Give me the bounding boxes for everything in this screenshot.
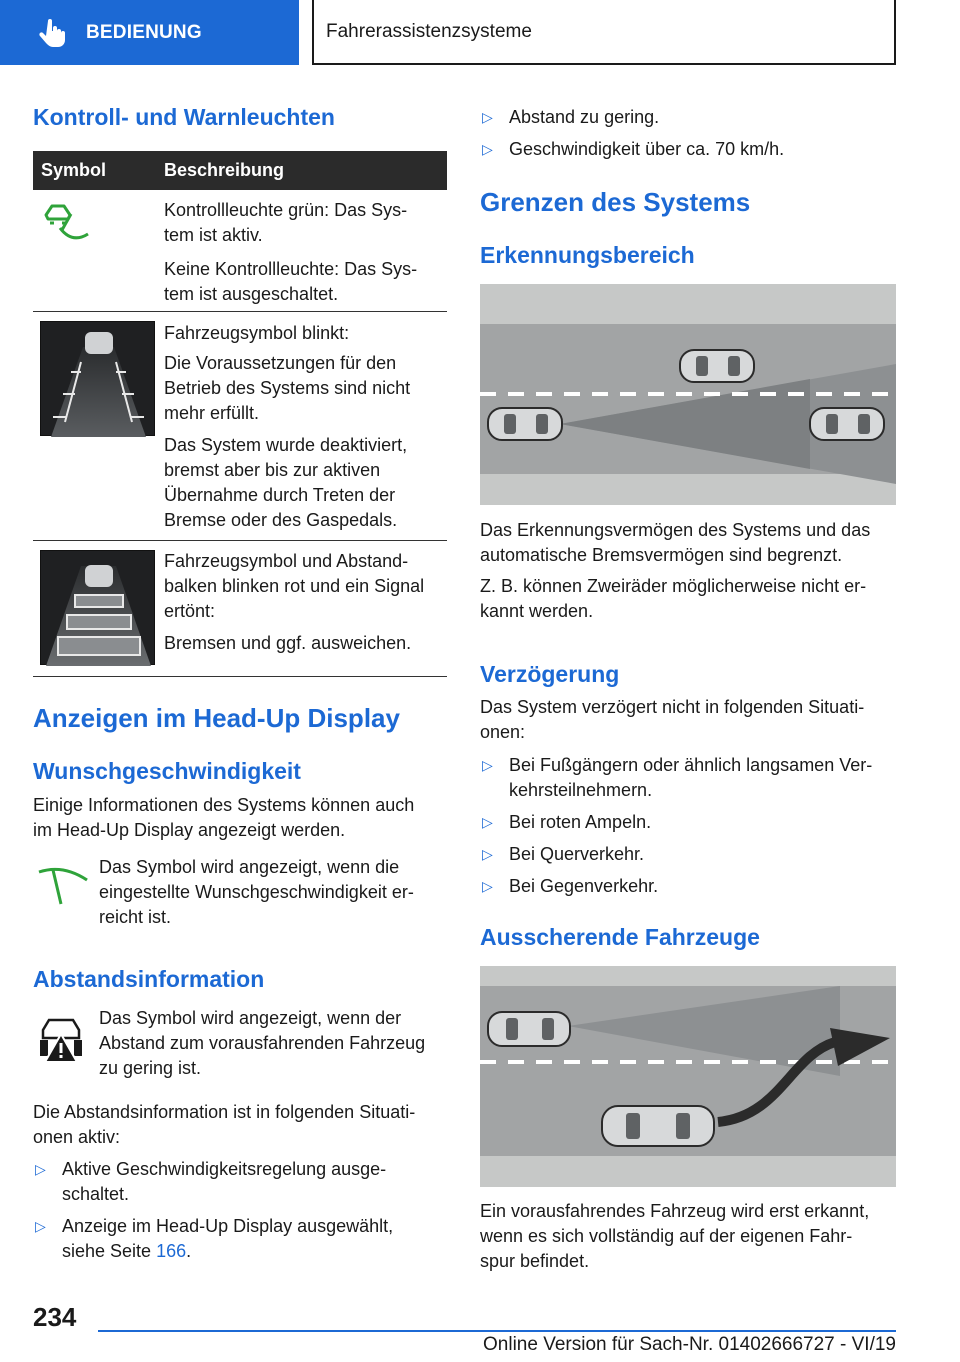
bullet-triangle-icon: ▷ xyxy=(482,846,493,862)
bullet-triangle-icon: ▷ xyxy=(482,109,493,125)
bullet-item: ▷ Bei Gegenverkehr. xyxy=(480,874,896,899)
bullet-item: ▷ Bei Querverkehr. xyxy=(480,842,896,867)
table-header xyxy=(33,151,447,190)
para-verzoegerung: Das System verzögert nicht in folgenden Situati- onen: xyxy=(480,697,865,742)
page-number: 234 xyxy=(33,1302,77,1332)
para-wunsch: Einige Informationen des Systems können auch im Head-Up Display angezeigt werden. xyxy=(33,795,415,840)
para-abstand-icon: Das Symbol wird angezeigt, wenn der Abstand zum vorausfahrenden Fahrzeug zu gering ist. xyxy=(99,1008,426,1078)
bullet-triangle-icon: ▷ xyxy=(482,141,493,157)
bullet-triangle-icon: ▷ xyxy=(482,878,493,894)
bullet-triangle-icon: ▷ xyxy=(35,1218,46,1234)
heading-abstand: Abstandsinformation xyxy=(33,966,265,992)
heading-hud: Anzeigen im Head-Up Display xyxy=(33,703,400,733)
section-title: Fahrerassistenzsysteme xyxy=(312,0,896,65)
table-col-symbol: Symbol xyxy=(41,160,107,180)
row1-line1: Kontrollleuchte grün: Das Sys- tem ist aktiv. xyxy=(164,200,408,245)
heading-kontroll: Kontroll- und Warnleuchten xyxy=(33,104,335,130)
table-col-desc: Beschreibung xyxy=(164,160,285,180)
green-indicator-icon xyxy=(42,200,94,248)
row1-line2: Keine Kontrollleuchte: Das Sys- tem ist ausgeschaltet. xyxy=(164,259,418,304)
para-abstand-aktiv: Die Abstandsinformation ist in folgenden Situati- onen aktiv: xyxy=(33,1102,416,1147)
bullet-triangle-icon: ▷ xyxy=(482,757,493,773)
header-chapter-tab[interactable] xyxy=(0,0,299,65)
bullet-item: ▷ Anzeige im Head-Up Display ausgewählt, siehe Seite 166. xyxy=(35,1216,394,1261)
distance-bars-display xyxy=(40,550,155,665)
bullet-item: ▷ Geschwindigkeit über ca. 70 km/h. xyxy=(480,137,896,162)
detection-range-figure xyxy=(480,284,896,505)
bullet-item: ▷ Bei Fußgängern oder ähnlich langsamen Ver- kehrsteilnehmern. xyxy=(482,755,873,800)
row3-line1: Fahrzeugsymbol und Abstand- balken blinken rot und ein Signal ertönt: xyxy=(164,551,425,621)
heading-verzoegerung: Verzögerung xyxy=(480,661,620,687)
heading-erkennung: Erkennungsbereich xyxy=(480,242,695,268)
row3-line2: Bremsen und ggf. ausweichen. xyxy=(164,633,412,653)
heading-wunsch: Wunschgeschwindigkeit xyxy=(33,758,301,784)
para-ausscherend: Ein vorausfahrendes Fahrzeug wird erst erkannt, wenn es sich vollständig auf der eigenen Fahr- spur befindet. xyxy=(480,1201,870,1271)
heading-ausscherend: Ausscherende Fahrzeuge xyxy=(480,924,760,950)
table-rule xyxy=(33,676,447,677)
table-rule xyxy=(33,540,447,541)
bullet-item: ▷ Aktive Geschwindigkeitsregelung ausge- schaltet. xyxy=(35,1159,387,1204)
para-wunsch-icon: Das Symbol wird angezeigt, wenn die eingestellte Wunschgeschwindigkeit er- reicht ist. xyxy=(99,857,414,927)
bullet-triangle-icon: ▷ xyxy=(482,814,493,830)
page-link[interactable]: 166 xyxy=(156,1241,187,1261)
row2-line2: Die Voraussetzungen für den Betrieb des Systems sind nicht mehr erfüllt. xyxy=(164,353,411,423)
row2-line1: Fahrzeugsymbol blinkt: xyxy=(164,323,350,343)
footer-rule xyxy=(98,1330,896,1332)
lane-change-figure xyxy=(480,966,896,1187)
chapter-label: BEDIENUNG xyxy=(86,21,202,43)
distance-warning-icon xyxy=(33,1010,89,1066)
vehicle-blink-display xyxy=(40,321,155,436)
speed-reached-icon xyxy=(33,860,93,910)
heading-grenzen: Grenzen des Systems xyxy=(480,187,751,217)
bullet-item: ▷ Abstand zu gering. xyxy=(480,105,896,130)
hand-pointer-icon xyxy=(38,18,68,48)
bullet-item: ▷ Bei roten Ampeln. xyxy=(480,810,896,835)
bullet-triangle-icon: ▷ xyxy=(35,1161,46,1177)
footer-online-version: Online Version für Sach-Nr. 01402666727 - VI/19 xyxy=(483,1334,896,1355)
table-rule xyxy=(33,311,447,312)
para-erkennung-2: Z. B. können Zweiräder möglicherweise nicht er- kannt werden. xyxy=(480,576,867,621)
row2-line3: Das System wurde deaktiviert, bremst aber bis zur aktiven Übernahme durch Treten der Bremse oder des Gaspedals. xyxy=(164,435,408,530)
para-erkennung-1: Das Erkennungsvermögen des Systems und das automatische Bremsvermögen sind begrenzt. xyxy=(480,520,871,565)
